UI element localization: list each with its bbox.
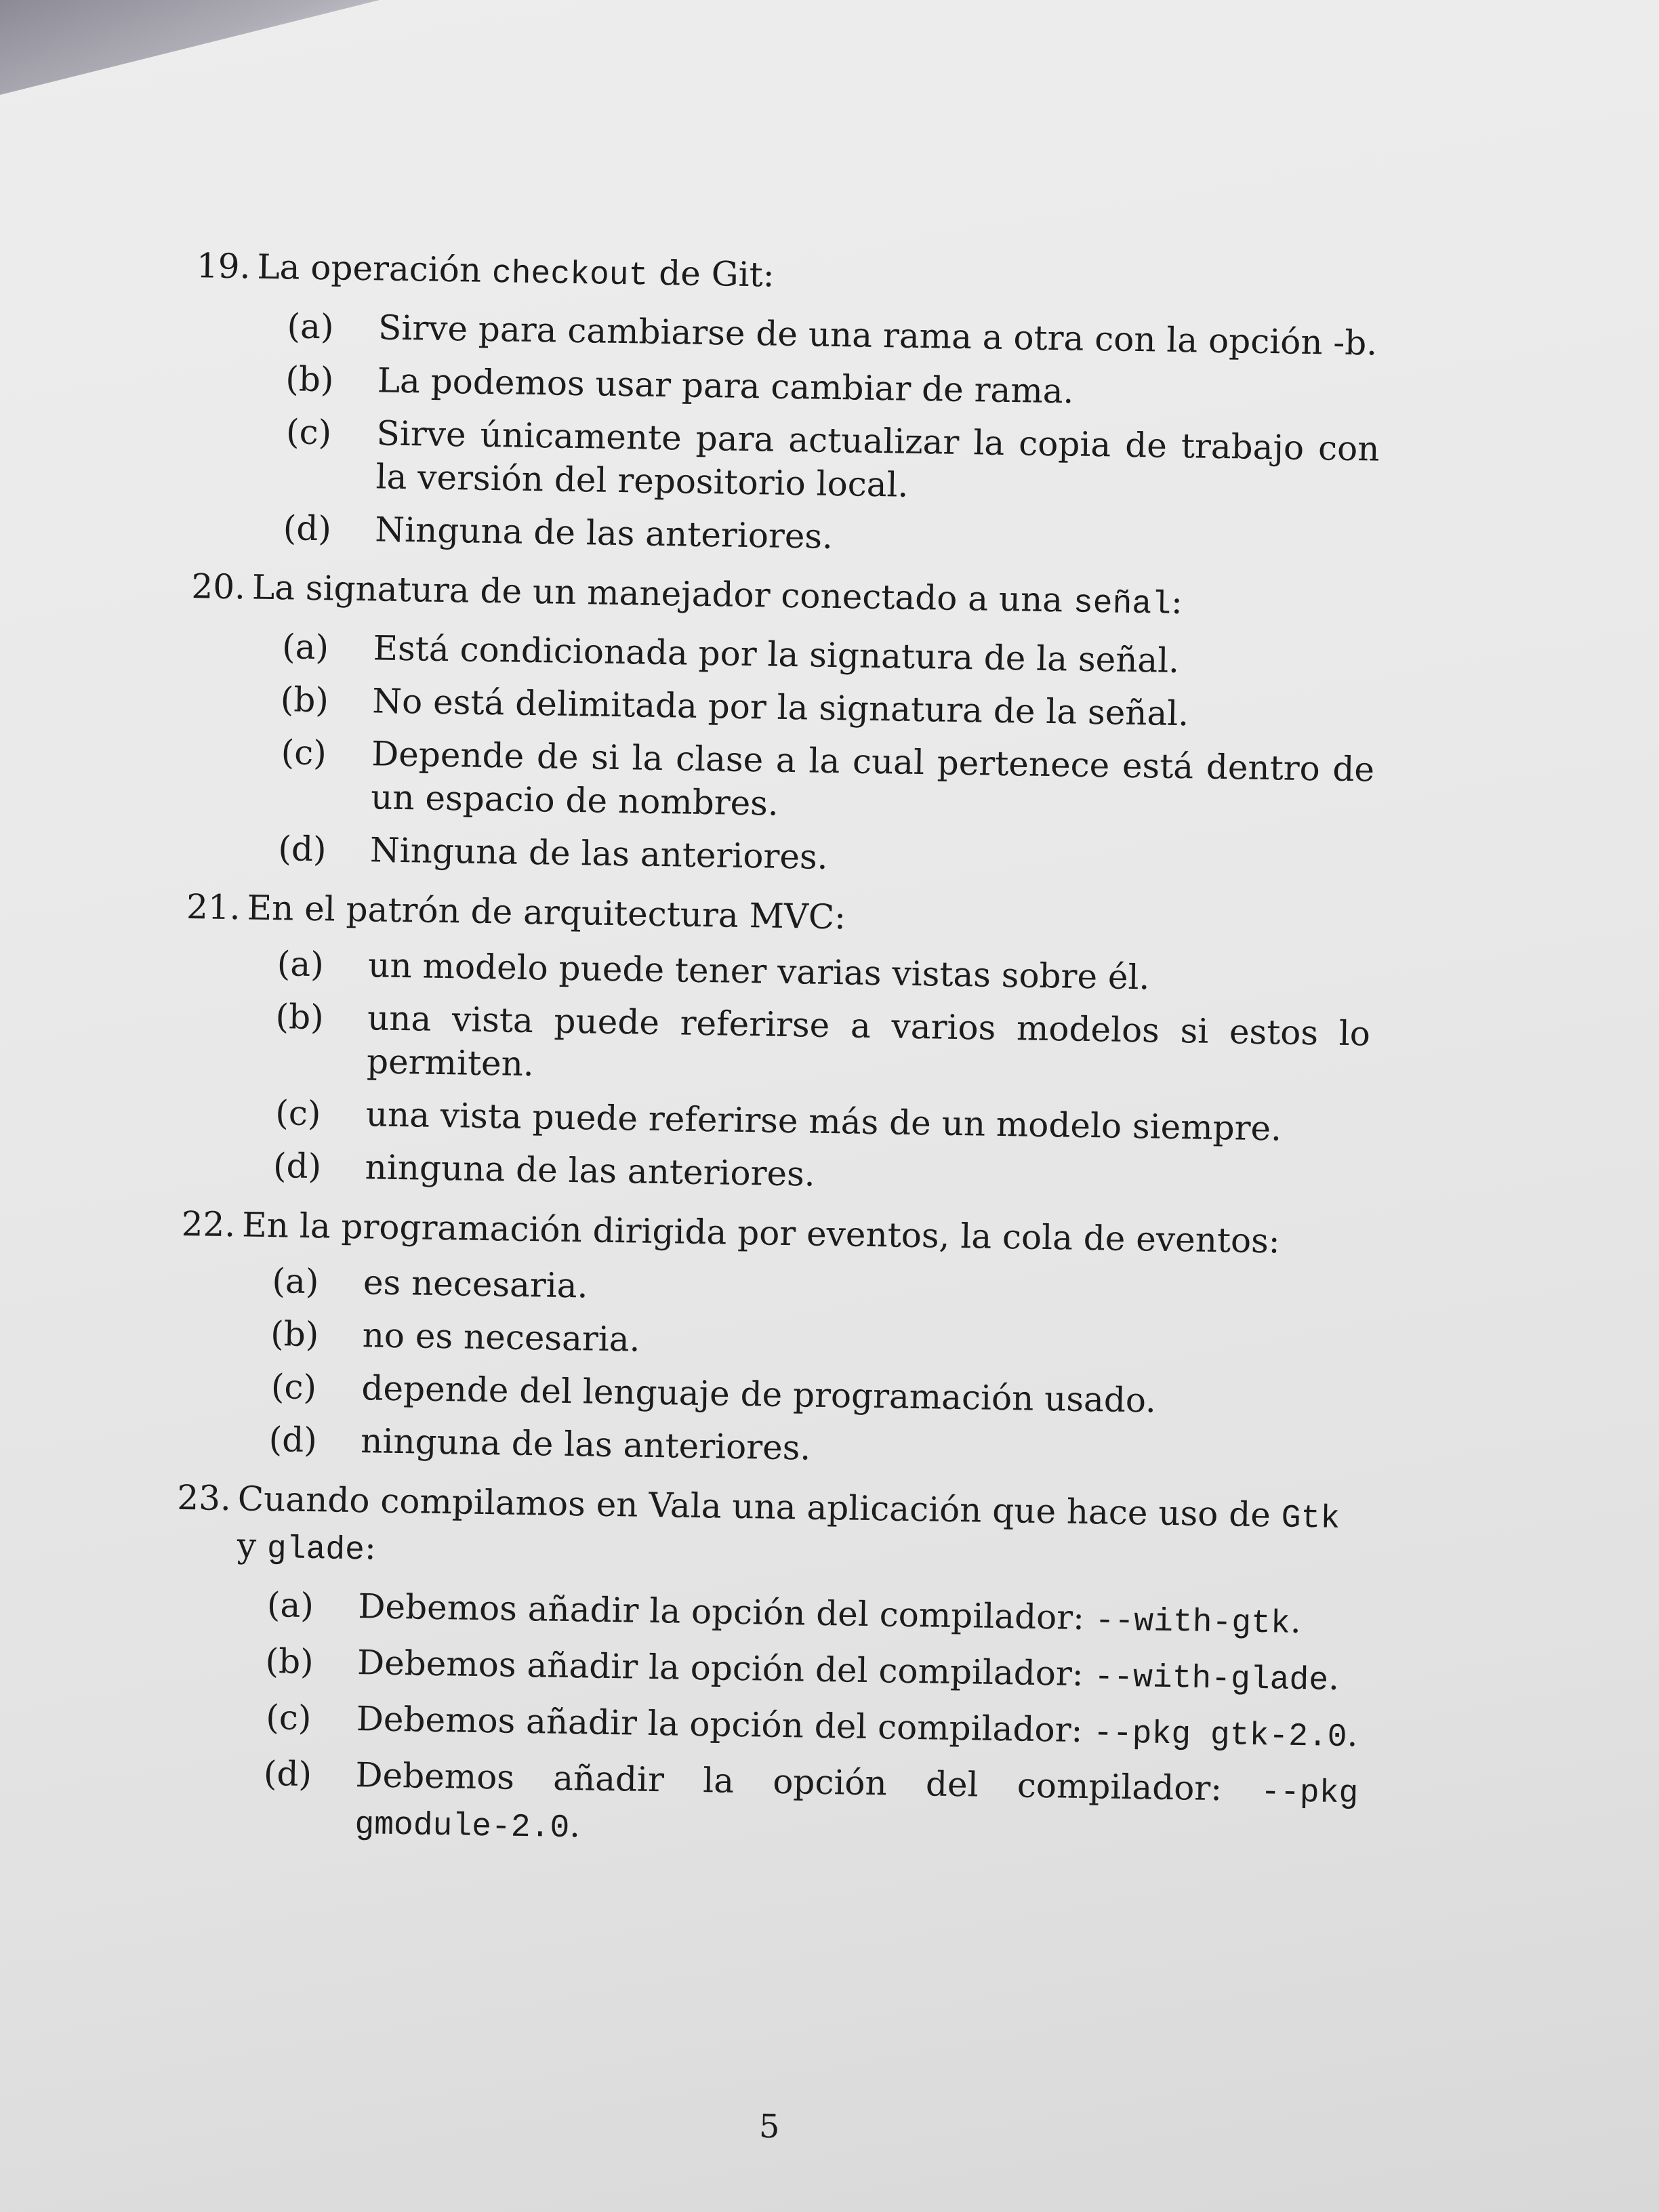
- question-text: [257, 245, 1382, 310]
- option-list: [273, 304, 1381, 567]
- answer-option: [265, 995, 1371, 1099]
- option-text: [367, 998, 1371, 1084]
- text-span: Debemos añadir la opción del compilador:: [356, 1699, 1094, 1750]
- option-label: (a): [272, 1261, 319, 1302]
- question-number: 20.: [191, 567, 246, 607]
- option-label: (c): [270, 1367, 317, 1408]
- answer-option: [275, 357, 1380, 418]
- answer-option: [264, 1091, 1369, 1152]
- option-text: [365, 1094, 1282, 1148]
- text-span: y: [237, 1525, 268, 1566]
- text-span: Ninguna de las anteriores.: [369, 830, 828, 877]
- option-label: (b): [280, 680, 329, 720]
- question-number: 19.: [196, 246, 251, 287]
- option-text: [357, 1643, 1340, 1698]
- text-span: La operación: [257, 247, 493, 291]
- question-number: 22.: [181, 1204, 236, 1245]
- text-span: .: [1328, 1658, 1340, 1698]
- question-item: [165, 1476, 1363, 1863]
- answer-option: [276, 304, 1382, 365]
- option-text: [358, 1586, 1301, 1641]
- option-text: [377, 361, 1074, 411]
- text-span: un modelo puede tener varias vistas sobre él.: [367, 945, 1150, 998]
- text-span: En el patrón de arquitectura MVC:: [247, 888, 846, 937]
- option-label: (b): [275, 997, 325, 1038]
- text-span: En la programación dirigida por eventos, la cola de eventos:: [241, 1205, 1281, 1261]
- answer-option: [261, 1259, 1366, 1320]
- question-text: [242, 1203, 1368, 1264]
- text-span: Debemos añadir la opción del compilador:: [356, 1643, 1094, 1694]
- text-span: de Git:: [647, 253, 775, 295]
- code-span: señal: [1073, 585, 1172, 623]
- text-span: una vista puede referirse más de un modelo siempre.: [365, 1094, 1282, 1149]
- option-text: [361, 1368, 1156, 1420]
- option-text: [372, 681, 1189, 733]
- answer-option: [274, 410, 1380, 514]
- answer-option: [256, 1583, 1361, 1647]
- answer-option: [270, 678, 1376, 739]
- answer-option: [253, 1752, 1359, 1863]
- text-span: :: [1170, 581, 1183, 622]
- code-span: glade: [266, 1531, 365, 1570]
- text-span: No está delimitada por la signatura de la señal.: [371, 681, 1189, 734]
- answer-option: [260, 1312, 1366, 1373]
- text-span: una vista puede referirse a varios modelos si estos lo permiten.: [366, 998, 1371, 1084]
- question-item: [171, 1202, 1368, 1479]
- option-label: (c): [281, 733, 327, 773]
- option-label: (c): [274, 1093, 321, 1134]
- code-span: Gtk: [1281, 1500, 1340, 1538]
- text-span: Cuando compilamos en Vala una aplicación que hace uso de: [237, 1479, 1282, 1535]
- option-text: [375, 413, 1380, 504]
- answer-option: [269, 731, 1375, 835]
- option-text: [368, 945, 1150, 997]
- text-span: Está condicionada por la signatura de la señal.: [373, 628, 1180, 681]
- option-list: [259, 1259, 1366, 1479]
- text-span: es necesaria.: [363, 1263, 588, 1306]
- option-label: (d): [278, 829, 327, 869]
- text-span: La podemos usar para cambiar de rama.: [377, 361, 1074, 411]
- text-span: Debemos añadir la opción del compilador:: [358, 1586, 1096, 1638]
- text-span: Debemos añadir la opción del compilador:: [355, 1755, 1261, 1809]
- text-span: .: [1290, 1601, 1302, 1641]
- option-list: [253, 1583, 1361, 1863]
- option-text: [370, 830, 828, 877]
- answer-option: [259, 1418, 1364, 1479]
- text-span: no es necesaria.: [362, 1315, 640, 1359]
- option-text: [373, 628, 1179, 680]
- answer-option: [271, 625, 1376, 686]
- question-text: [251, 566, 1377, 630]
- option-label: (d): [272, 1146, 322, 1187]
- text-span: :: [364, 1528, 377, 1568]
- page-number: 5: [758, 2107, 780, 2146]
- text-span: ninguna de las anteriores.: [365, 1147, 816, 1194]
- code-span: --pkg gtk-2.0: [1092, 1715, 1347, 1757]
- option-label: (b): [285, 359, 334, 400]
- option-text: [356, 1699, 1358, 1757]
- question-item: [175, 885, 1372, 1205]
- code-span: checkout: [491, 255, 649, 295]
- text-span: ninguna de las anteriores.: [360, 1421, 811, 1468]
- question-text: [237, 1477, 1363, 1588]
- option-label: (c): [285, 412, 332, 453]
- question-text: [247, 886, 1372, 947]
- text-span: Sirve únicamente para actualizar la copia de trabajo con la versión del repositorio local.: [375, 413, 1380, 505]
- exam-page: [165, 244, 1382, 1879]
- question-item: [180, 565, 1378, 888]
- option-label: (a): [287, 306, 334, 347]
- option-label: (b): [270, 1314, 319, 1355]
- code-span: --with-glade: [1094, 1659, 1329, 1700]
- answer-option: [263, 1144, 1368, 1205]
- code-span: --pkg gmodule-2.0: [354, 1774, 1359, 1847]
- answer-option: [260, 1365, 1365, 1426]
- text-span: .: [569, 1805, 581, 1845]
- option-label: (b): [265, 1641, 314, 1682]
- option-list: [268, 625, 1376, 888]
- option-label: (c): [265, 1698, 312, 1738]
- option-text: [361, 1421, 811, 1467]
- option-text: [365, 1147, 815, 1193]
- text-span: Depende de si la clase a la cual pertenece está dentro de un espacio de nombres.: [370, 734, 1375, 823]
- option-label: (d): [283, 508, 332, 549]
- option-label: (a): [266, 1585, 314, 1626]
- option-label: (d): [263, 1753, 312, 1795]
- option-label: (d): [268, 1420, 318, 1460]
- question-number: 23.: [176, 1477, 232, 1519]
- option-text: [363, 1263, 588, 1305]
- text-span: La signatura de un manejador conectado a una: [251, 567, 1074, 620]
- option-text: [378, 308, 1378, 363]
- code-span: --with-gtk: [1094, 1603, 1291, 1643]
- text-span: .: [1347, 1715, 1358, 1755]
- option-text: [362, 1315, 640, 1359]
- option-list: [263, 942, 1371, 1205]
- background-corner: [0, 0, 380, 95]
- answer-option: [266, 942, 1372, 1003]
- question-number: 21.: [186, 887, 241, 928]
- answer-option: [254, 1696, 1359, 1760]
- option-text: [354, 1755, 1359, 1845]
- text-span: Sirve para cambiarse de una rama a otra con la opción -b.: [377, 308, 1378, 363]
- option-label: (a): [276, 944, 325, 985]
- option-text: [371, 734, 1375, 823]
- option-text: [375, 510, 833, 556]
- answer-option: [268, 827, 1374, 888]
- text-span: depende del lenguaje de programación usado.: [361, 1368, 1157, 1420]
- answer-option: [255, 1639, 1361, 1704]
- answer-option: [273, 506, 1378, 567]
- option-label: (a): [281, 627, 329, 668]
- text-span: Ninguna de las anteriores.: [374, 510, 834, 556]
- question-item: [185, 244, 1382, 567]
